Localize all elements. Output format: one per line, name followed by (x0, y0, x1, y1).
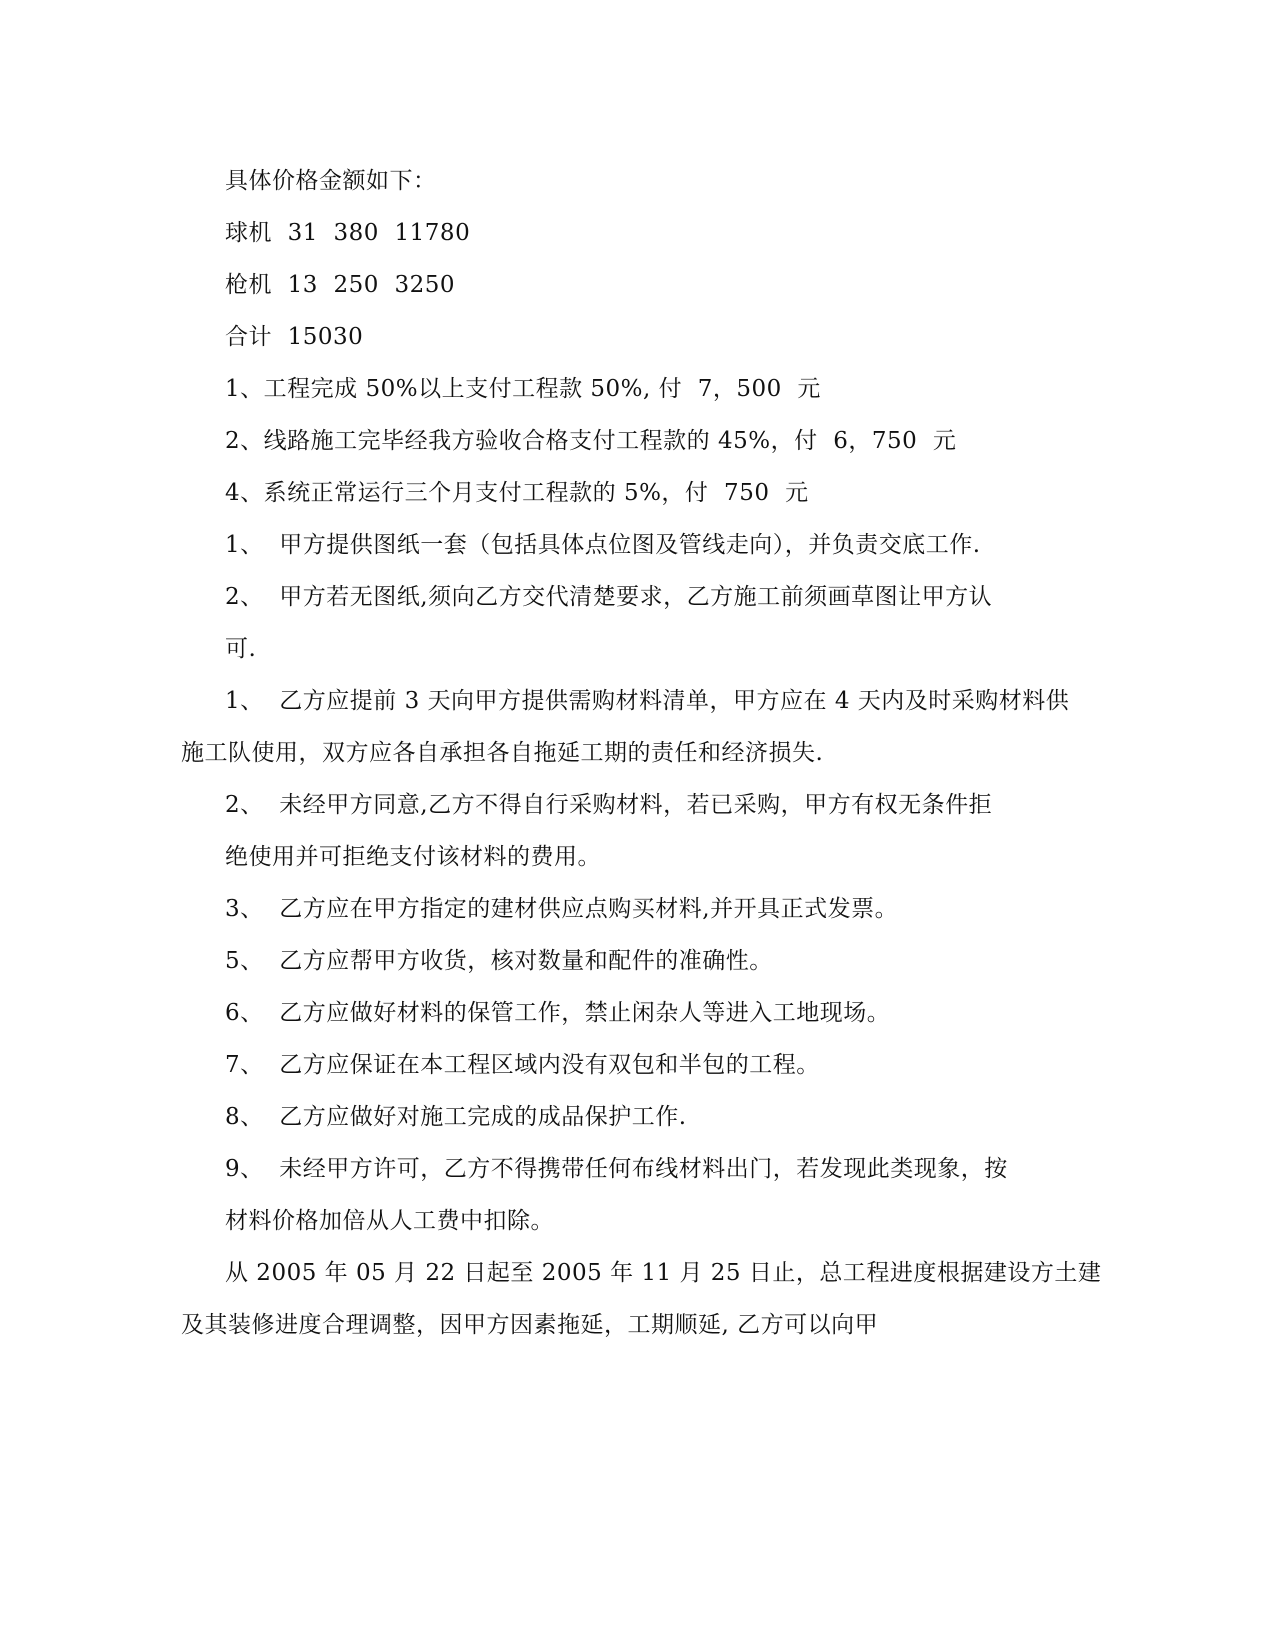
schedule-paragraph: 从 2005 年 05 月 22 日起至 2005 年 11 月 25 日止，总工程进度根据建设方土建 (225, 1260, 1102, 1286)
payment-term-4: 4、系统正常运行三个月支付工程款的 5%，付 750 元 (225, 480, 809, 506)
bullet-camera-price-line: 枪机 13 250 3250 (225, 272, 456, 298)
party-b-clause-8: 8、 乙方应做好对施工完成的成品保护工作. (225, 1104, 687, 1130)
party-b-clause-2: 2、 未经甲方同意,乙方不得自行采购材料，若已采购，甲方有权无条件拒 (225, 792, 993, 818)
party-a-clause-2: 2、 甲方若无图纸,须向乙方交代清楚要求，乙方施工前须画草图让甲方认 (225, 584, 993, 610)
party-b-clause-6: 6、 乙方应做好材料的保管工作，禁止闲杂人等进入工地现场。 (225, 1000, 891, 1026)
price-intro-line: 具体价格金额如下： (225, 168, 437, 194)
party-b-clause-7: 7、 乙方应保证在本工程区域内没有双包和半包的工程。 (225, 1052, 820, 1078)
party-b-clause-9-cont: 材料价格加倍从人工费中扣除。 (225, 1208, 554, 1234)
party-b-clause-9: 9、 未经甲方许可，乙方不得携带任何布线材料出门，若发现此类现象，按 (225, 1156, 1008, 1182)
party-b-clause-2-cont: 绝使用并可拒绝支付该材料的费用。 (225, 844, 601, 870)
party-b-clause-1: 1、 乙方应提前 3 天向甲方提供需购材料清单，甲方应在 4 天内及时采购材料供 (225, 688, 1070, 714)
schedule-paragraph-cont: 及其装修进度合理调整，因甲方因素拖延，工期顺延, 乙方可以向甲 (181, 1312, 879, 1338)
dome-camera-price-line: 球机 31 380 11780 (225, 220, 471, 246)
party-a-clause-1: 1、 甲方提供图纸一套（包括具体点位图及管线走向），并负责交底工作. (225, 532, 981, 558)
party-b-clause-3: 3、 乙方应在甲方指定的建材供应点购买材料,并开具正式发票。 (225, 896, 899, 922)
party-b-clause-1-cont: 施工队使用，双方应各自承担各自拖延工期的责任和经济损失. (181, 740, 824, 766)
total-price-line: 合计 15030 (225, 324, 364, 350)
party-b-clause-5: 5、 乙方应帮甲方收货，核对数量和配件的准确性。 (225, 948, 773, 974)
party-a-clause-2-cont: 可. (225, 636, 257, 662)
payment-term-2: 2、线路施工完毕经我方验收合格支付工程款的 45%，付 6，750 元 (225, 428, 957, 454)
payment-term-1: 1、工程完成 50%以上支付工程款 50%, 付 7，500 元 (225, 376, 821, 402)
